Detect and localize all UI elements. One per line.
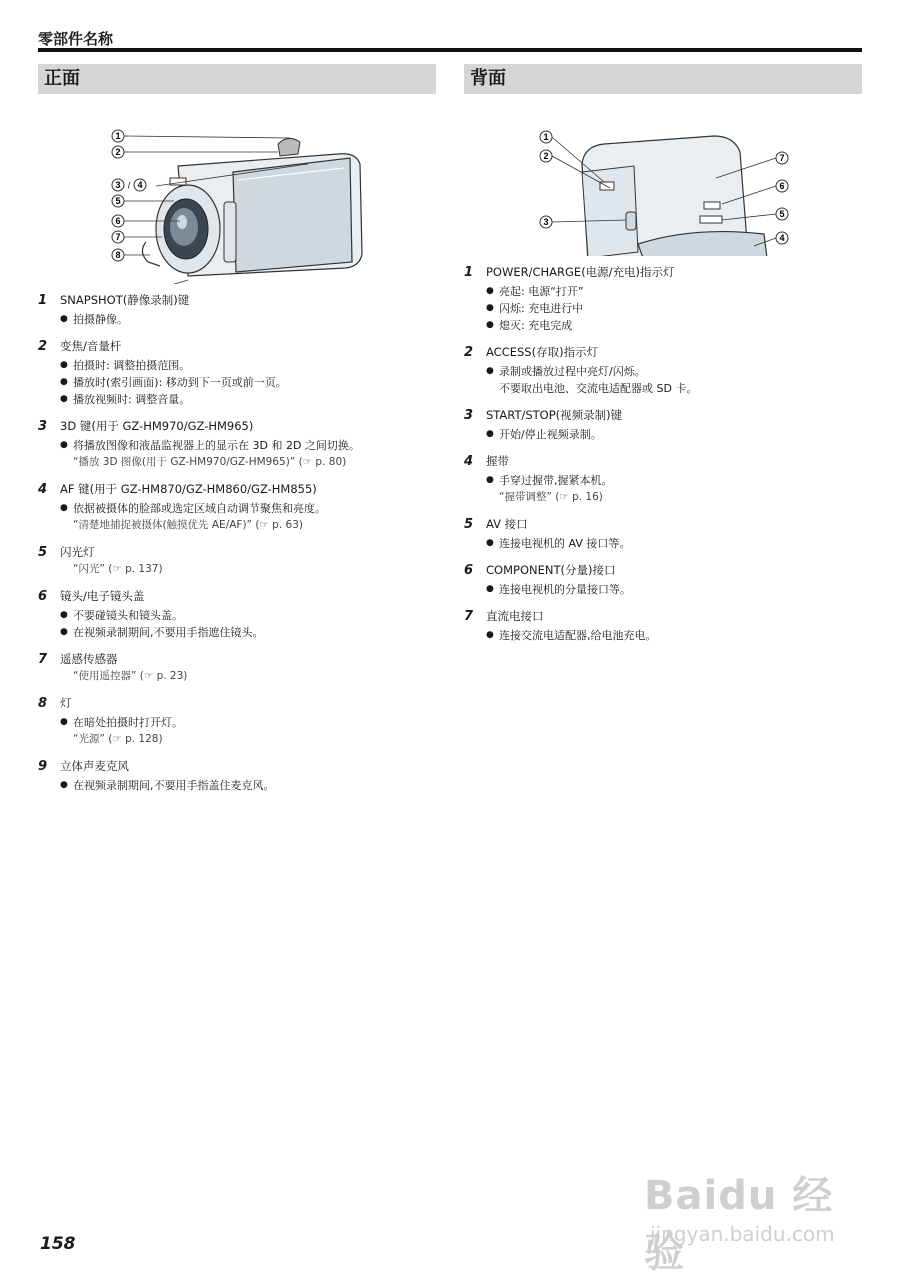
bullet-list xyxy=(486,581,862,598)
bullet-list xyxy=(486,363,862,397)
back-camcorder-illustration xyxy=(464,94,862,256)
back-callout-7: 7 xyxy=(779,153,785,164)
item-number: 8 xyxy=(38,696,48,711)
front-callout-4: 4 xyxy=(137,180,143,191)
bullet-list xyxy=(486,535,862,552)
list-item xyxy=(38,292,436,328)
front-callout-7: 7 xyxy=(115,232,121,243)
back-column xyxy=(464,64,862,654)
bullet-list xyxy=(486,627,862,644)
bullet-list xyxy=(60,777,436,794)
bullet-item xyxy=(60,311,436,328)
item-number: 6 xyxy=(38,589,48,604)
item-number: 6 xyxy=(464,563,474,578)
item-heading xyxy=(38,588,436,605)
item-title: 3D 键(用于 GZ-HM970/GZ-HM965) xyxy=(60,419,254,433)
bullet-text: 不要碰镜头和镜头盖。 xyxy=(73,609,183,622)
bullet-item xyxy=(486,581,862,598)
bullet-text: 连接电视机的分量接口等。 xyxy=(499,583,631,596)
list-item xyxy=(464,562,862,598)
page-number: 158 xyxy=(40,1234,76,1254)
bullet-text: 连接电视机的 AV 接口等。 xyxy=(499,537,631,550)
bullet-text: 播放视频时: 调整音量。 xyxy=(73,393,191,406)
front-callout-3: 3 xyxy=(115,180,121,191)
front-callout-5: 5 xyxy=(115,196,121,207)
bullet-list xyxy=(60,437,436,454)
bullet-item xyxy=(60,624,436,641)
bullet-item xyxy=(486,472,862,489)
bullet-item xyxy=(486,317,862,334)
item-heading xyxy=(38,418,436,435)
bullet-item xyxy=(60,607,436,624)
bullet-list xyxy=(60,607,436,641)
item-heading xyxy=(38,481,436,498)
item-title: 遥感传感器 xyxy=(60,652,118,666)
item-heading xyxy=(38,544,436,561)
item-number: 1 xyxy=(464,265,474,280)
bullet-list xyxy=(486,472,862,489)
list-item xyxy=(464,453,862,506)
page-reference-link[interactable]: “清楚地捕捉被摄体(触摸优先 AE/AF)” (☞ p. 63) xyxy=(73,519,303,531)
item-heading xyxy=(38,651,436,668)
item-number: 5 xyxy=(38,545,48,560)
bullet-item xyxy=(60,357,436,374)
list-item xyxy=(38,651,436,685)
back-callout-5: 5 xyxy=(779,209,785,220)
bullet-list xyxy=(486,283,862,334)
item-heading xyxy=(38,758,436,775)
bullet-list xyxy=(60,357,436,408)
front-callout-1: 1 xyxy=(115,131,121,142)
bullet-item xyxy=(60,500,436,517)
front-column xyxy=(38,64,436,804)
list-item xyxy=(38,695,436,748)
front-callout-2: 2 xyxy=(115,147,121,158)
bullet-item xyxy=(486,283,862,300)
bullet-item xyxy=(60,391,436,408)
bullet-list xyxy=(60,311,436,328)
bullet-text: 依据被摄体的脸部或选定区域自动调节聚焦和亮度。 xyxy=(73,502,326,515)
bullet-text: 开始/停止视频录制。 xyxy=(499,428,602,441)
list-item xyxy=(464,344,862,397)
item-title: POWER/CHARGE(电源/充电)指示灯 xyxy=(486,265,675,279)
page-reference-link[interactable]: “握带调整” (☞ p. 16) xyxy=(499,491,603,503)
bullet-item xyxy=(486,426,862,443)
bullet-text: 将播放图像和液晶监视器上的显示在 3D 和 2D 之间切换。 xyxy=(73,439,360,452)
bullet-item xyxy=(486,300,862,317)
item-number: 9 xyxy=(38,759,48,774)
item-number: 2 xyxy=(38,339,48,354)
bullet-item xyxy=(60,777,436,794)
list-item xyxy=(38,588,436,641)
header-rule xyxy=(38,48,862,52)
page-reference-link[interactable]: “播放 3D 图像(用于 GZ-HM970/GZ-HM965)” (☞ p. 80) xyxy=(73,456,347,468)
item-title: 直流电接口 xyxy=(486,609,544,623)
item-heading xyxy=(38,695,436,712)
item-number: 3 xyxy=(38,419,48,434)
item-number: 2 xyxy=(464,345,474,360)
back-callout-3: 3 xyxy=(543,217,549,228)
back-diagram xyxy=(464,94,862,256)
item-number: 7 xyxy=(38,652,48,667)
item-heading xyxy=(464,608,862,625)
item-title: SNAPSHOT(静像录制)键 xyxy=(60,293,190,307)
list-item xyxy=(38,338,436,408)
bullet-text: 连接交流电适配器,给电池充电。 xyxy=(499,629,657,642)
front-camcorder-illustration xyxy=(38,94,436,284)
list-item xyxy=(464,264,862,334)
item-number: 4 xyxy=(464,454,474,469)
back-item-list xyxy=(464,264,862,644)
item-title: 立体声麦克风 xyxy=(60,759,129,773)
bullet-text: 在视频录制期间,不要用手指盖住麦克风。 xyxy=(73,779,275,792)
item-title: ACCESS(存取)指示灯 xyxy=(486,345,599,359)
back-callout-1: 1 xyxy=(543,132,549,143)
item-title: AF 键(用于 GZ-HM870/GZ-HM860/GZ-HM855) xyxy=(60,482,317,496)
bullet-item xyxy=(60,437,436,454)
front-diagram xyxy=(38,94,436,284)
item-title: 变焦/音量杆 xyxy=(60,339,122,353)
item-heading xyxy=(464,264,862,281)
item-title: 闪光灯 xyxy=(60,545,95,559)
bullet-text: 录制或播放过程中亮灯/闪烁。 xyxy=(499,365,646,378)
bullet-text: 闪烁: 充电进行中 xyxy=(499,302,584,315)
back-callout-2: 2 xyxy=(543,151,549,162)
item-heading xyxy=(464,453,862,470)
bullet-text: 在暗处拍摄时打开灯。 xyxy=(73,716,183,729)
bullet-item xyxy=(60,714,436,731)
watermark xyxy=(644,1150,864,1276)
bullet-text: 亮起: 电源“打开” xyxy=(499,285,584,298)
item-heading xyxy=(464,516,862,533)
front-callout-8: 8 xyxy=(115,250,121,261)
item-title: 镜头/电子镜头盖 xyxy=(60,589,145,603)
bullet-list xyxy=(60,714,436,731)
item-heading xyxy=(464,562,862,579)
item-number: 4 xyxy=(38,482,48,497)
list-item xyxy=(38,544,436,578)
watermark-logo: Baidu 经验 xyxy=(644,1173,834,1276)
bullet-item xyxy=(60,374,436,391)
front-item-list xyxy=(38,292,436,794)
bullet-text: 播放时(索引画面): 移动到下一页或前一页。 xyxy=(73,376,287,389)
front-callout-6: 6 xyxy=(115,216,121,227)
bullet-text: 在视频录制期间,不要用手指遮住镜头。 xyxy=(73,626,264,639)
list-item xyxy=(464,516,862,552)
front-section-title: 正面 xyxy=(38,64,436,94)
bullet-text: 熄灭: 充电完成 xyxy=(499,319,573,332)
list-item xyxy=(464,608,862,644)
bullet-text: 手穿过握带,握紧本机。 xyxy=(499,474,613,487)
watermark-url: jingyan.baidu.com xyxy=(650,1222,835,1246)
list-item xyxy=(464,407,862,443)
bullet-text: 拍摄静像。 xyxy=(73,313,128,326)
page-reference-link[interactable]: “闪光” (☞ p. 137) xyxy=(73,563,163,575)
list-item xyxy=(38,481,436,534)
item-number: 5 xyxy=(464,517,474,532)
bullet-item xyxy=(486,363,862,397)
item-number: 3 xyxy=(464,408,474,423)
item-title: 灯 xyxy=(60,696,72,710)
item-number: 7 xyxy=(464,609,474,624)
list-item xyxy=(38,418,436,471)
page-title: 零部件名称 xyxy=(38,30,114,48)
page-reference-link[interactable]: “使用遥控器” (☞ p. 23) xyxy=(73,670,188,682)
bullet-list xyxy=(60,500,436,517)
back-section-title: 背面 xyxy=(464,64,862,94)
item-title: 握带 xyxy=(486,454,509,468)
page-reference-link[interactable]: “光源” (☞ p. 128) xyxy=(73,733,163,745)
bullet-continuation: 不要取出电池、交流电适配器或 SD 卡。 xyxy=(499,382,698,395)
bullet-item xyxy=(486,627,862,644)
item-heading xyxy=(38,338,436,355)
bullet-item xyxy=(486,535,862,552)
back-callout-4: 4 xyxy=(779,233,785,244)
bullet-text: 拍摄时: 调整拍摄范围。 xyxy=(73,359,191,372)
item-heading xyxy=(464,407,862,424)
item-heading xyxy=(38,292,436,309)
item-title: START/STOP(视频录制)键 xyxy=(486,408,623,422)
svg-text:/: / xyxy=(127,180,131,191)
item-title: AV 接口 xyxy=(486,517,528,531)
list-item xyxy=(38,758,436,794)
back-callout-6: 6 xyxy=(779,181,785,192)
item-title: COMPONENT(分量)接口 xyxy=(486,563,616,577)
bullet-list xyxy=(486,426,862,443)
item-number: 1 xyxy=(38,293,48,308)
item-heading xyxy=(464,344,862,361)
